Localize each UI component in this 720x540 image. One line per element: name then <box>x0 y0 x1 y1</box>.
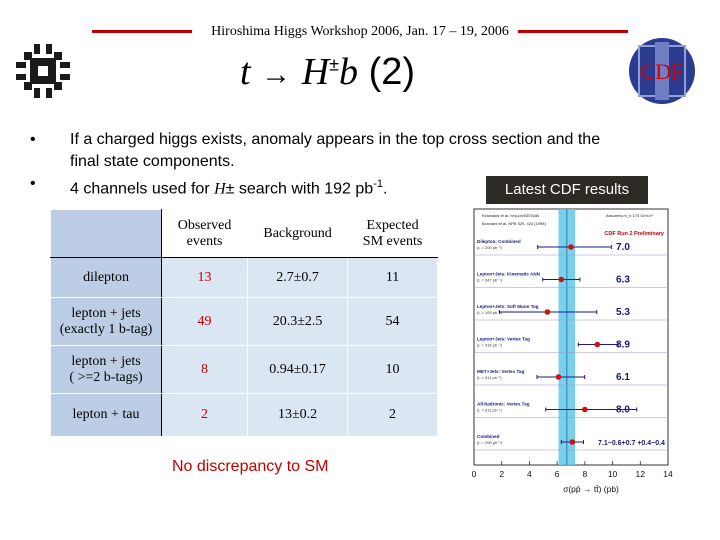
measurement-label: MET+Jets: Vertex Tag <box>477 369 525 374</box>
measurement-point <box>556 374 562 380</box>
expected-cell: 11 <box>348 258 438 298</box>
bullet-1-marker: • <box>30 131 36 148</box>
row-label: lepton + jets (exactly 1 b-tag) <box>51 298 162 346</box>
slide-title: t → H±b (2) <box>240 51 416 93</box>
measurement-value: 8.0 <box>616 404 630 416</box>
header-observed: Observed events <box>162 210 248 258</box>
measurement-value: 5.3 <box>616 307 630 318</box>
measurement-lumi: (L = 311 pb⁻¹) <box>477 375 502 380</box>
observed-cell: 49 <box>162 298 248 346</box>
x-tick-label: 14 <box>663 469 673 479</box>
svg-text:CDF: CDF <box>640 59 684 84</box>
x-tick-label: 6 <box>554 469 560 479</box>
measurement-lumi: (L = 200 pb⁻¹) <box>477 440 502 445</box>
x-tick-label: 2 <box>499 469 505 479</box>
measurement-label: Dilepton: Combined <box>477 239 521 244</box>
measurement-label: Combined <box>477 434 500 439</box>
measurement-point <box>570 439 576 445</box>
legend-entry: Bonciani et al, NPB 529, 424 (1998) <box>482 221 546 226</box>
bullet-1-text: If a charged higgs exists, anomaly appears in the top cross section and the final state components. <box>70 131 601 170</box>
background-cell: 0.94±0.17 <box>248 346 348 394</box>
no-discrepancy-note: No discrepancy to SM <box>172 458 329 475</box>
measurement-value: 6.1 <box>616 372 630 383</box>
x-tick-label: 10 <box>607 469 618 479</box>
bullet-2-marker: • <box>30 175 36 192</box>
x-tick-label: 8 <box>582 469 588 479</box>
background-cell: 13±0.2 <box>248 394 348 437</box>
measurement-lumi: (L = 311 pb⁻¹) <box>477 407 502 413</box>
measurement-point <box>582 407 588 413</box>
header-background: Background <box>248 210 348 258</box>
measurement-value: 8.9 <box>616 339 630 351</box>
observed-cell: 2 <box>162 394 248 437</box>
x-tick-label: 0 <box>471 469 477 479</box>
measurement-point <box>559 277 565 283</box>
workshop-header: Hiroshima Higgs Workshop 2006, Jan. 17 – 19, 2006 <box>211 24 509 39</box>
row-label: lepton + jets ( >=2 b-tags) <box>51 346 162 394</box>
measurement-value: 6.3 <box>616 274 630 286</box>
measurement-value: 7.0 <box>616 242 630 253</box>
x-tick-label: 4 <box>527 469 532 479</box>
measurement-lumi: (L = 193 pb⁻¹) <box>477 310 502 315</box>
measurement-point <box>545 309 551 315</box>
row-label: dilepton <box>51 258 162 298</box>
table-row <box>51 258 438 298</box>
expected-cell: 54 <box>348 298 438 346</box>
cross-section-plot <box>466 205 678 495</box>
background-cell: 2.7±0.7 <box>248 258 348 298</box>
header-rule-right <box>518 30 628 33</box>
expected-cell: 10 <box>348 346 438 394</box>
header-rule-left <box>92 30 192 33</box>
plot-title: CDF Run 2 Preliminary <box>604 231 664 237</box>
measurement-lumi: (L = 347 pb⁻¹) <box>477 277 502 283</box>
legend-entry: Assumes m_t=175 GeV/c² <box>606 213 653 218</box>
measurement-label: Lepton+Jets: Vertex Tag <box>477 336 530 342</box>
legend-entry: Kidonakis et al, hep-ph/0303186 <box>482 213 540 218</box>
x-axis-label: σ(pp̄ → tt̄) (pb) <box>563 484 619 494</box>
cdf-logo-icon <box>627 36 697 106</box>
observed-cell: 13 <box>162 258 248 298</box>
measurement-label: Lepton+Jets: Soft Muon Tag <box>477 304 539 309</box>
expected-cell: 2 <box>348 394 438 437</box>
latest-results-badge: Latest CDF results <box>486 176 648 204</box>
measurement-value: 7.1−0.6+0.7 +0.4−0.4 <box>598 440 665 447</box>
observed-cell: 8 <box>162 346 248 394</box>
measurement-point <box>568 244 574 250</box>
fermilab-logo-icon <box>12 40 74 102</box>
row-label: lepton + tau <box>51 394 162 437</box>
measurement-lumi: (L = 318 pb⁻¹) <box>477 342 502 348</box>
background-cell: 20.3±2.5 <box>248 298 348 346</box>
table-row <box>51 394 438 437</box>
results-table <box>50 209 438 437</box>
table-corner <box>51 210 162 258</box>
table-row <box>51 298 438 346</box>
measurement-lumi: (L = 200 pb⁻¹) <box>477 245 502 250</box>
measurement-label: Lepton+Jets: Kinematic ANN <box>477 271 541 277</box>
measurement-label: All-hadronic: Vertex Tag <box>477 401 530 407</box>
bullet-2-text: 4 channels used for H± search with 192 $pb^{-1}$. <box>70 178 388 198</box>
x-tick-label: 12 <box>635 469 646 479</box>
header-expected: Expected SM events <box>348 210 438 258</box>
measurement-point <box>595 342 601 348</box>
table-row <box>51 346 438 394</box>
